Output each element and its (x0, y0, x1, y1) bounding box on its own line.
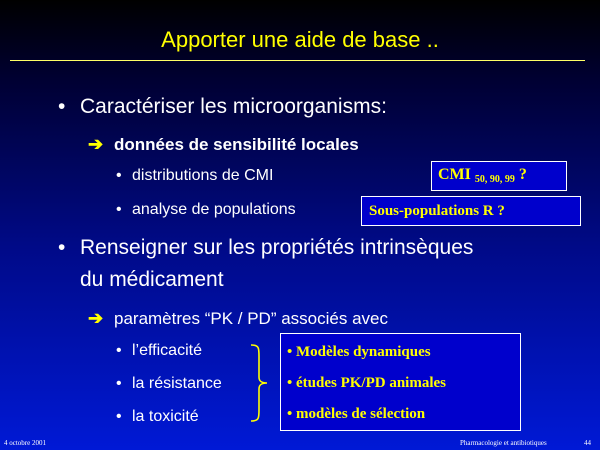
subpopulations-callout-box (361, 196, 581, 226)
model-item: • Modèles dynamiques (287, 344, 431, 360)
item-toxicity (116, 408, 199, 426)
bullet-dot: • (116, 342, 122, 359)
sub-bullet-local-sensitivity-text: données de sensibilité locales (114, 135, 359, 154)
cmi-callout-box (431, 161, 567, 191)
cmi-percentiles: 50, 90, 99 (474, 174, 515, 185)
sub-bullet-pkpd-text: paramètres “PK / PD” associés avec (114, 309, 388, 328)
item-efficacy (116, 342, 202, 360)
right-arrow-icon: ➔ (88, 308, 104, 328)
model-item: • études PK/PD animales (287, 375, 446, 391)
footer-date: 4 octobre 2001 (4, 439, 46, 447)
bullet-characterize-text: Caractériser les microorganisms: (80, 95, 387, 118)
bullet-dot: • (58, 236, 66, 259)
cmi-prefix: CMI (438, 166, 471, 183)
item-efficacy-text: l’efficacité (132, 342, 202, 359)
footer-course: Pharmacologie et antibiotiques (460, 439, 547, 447)
slide-title: Apporter une aide de base .. (161, 27, 439, 52)
right-arrow-icon: ➔ (88, 134, 104, 154)
cmi-question: ? (518, 166, 527, 183)
title-divider (10, 60, 585, 61)
model-item: • modèles de sélection (287, 406, 426, 422)
footer-page-number: 44 (584, 439, 591, 447)
bullet-dot: • (116, 201, 122, 218)
item-cmi-distributions-text: distributions de CMI (132, 167, 274, 184)
subpopulations-text: Sous-populations R ? (369, 203, 505, 219)
bullet-dot: • (116, 167, 122, 184)
item-toxicity-text: la toxicité (132, 408, 199, 425)
bullet-drug-properties-line2: du médicament (80, 268, 224, 291)
bullet-dot: • (58, 95, 66, 118)
item-population-analysis-text: analyse de populations (132, 201, 296, 218)
bullet-characterize (58, 95, 387, 119)
item-population-analysis (116, 201, 296, 219)
models-callout-box (280, 333, 521, 431)
item-resistance-text: la résistance (132, 375, 222, 392)
sub-bullet-pkpd (88, 308, 388, 329)
bullet-drug-properties-line1: Renseigner sur les propriétés intrinsèques (80, 236, 474, 259)
bullet-drug-properties (58, 236, 473, 260)
bullet-dot: • (116, 408, 122, 425)
item-cmi-distributions (116, 167, 273, 185)
item-resistance (116, 375, 222, 393)
bullet-dot: • (116, 375, 122, 392)
sub-bullet-local-sensitivity (88, 134, 359, 155)
right-brace-icon (249, 344, 269, 422)
